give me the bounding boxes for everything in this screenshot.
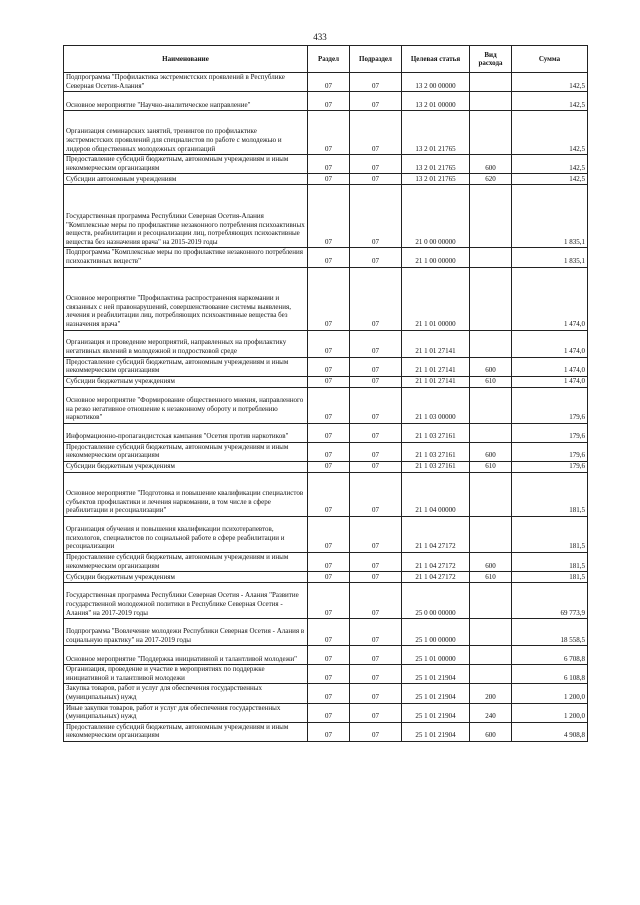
header-subsection: Подраздел bbox=[350, 46, 402, 73]
row-name: Предоставление субсидий бюджетным, автономным учреждениям и иным некоммерческим организациям bbox=[64, 442, 308, 461]
row-expense-type bbox=[470, 73, 512, 92]
row-subsection: 07 bbox=[350, 583, 402, 619]
header-expense-type: Вид расхода bbox=[470, 46, 512, 73]
row-section: 07 bbox=[308, 376, 350, 387]
row-subsection: 07 bbox=[350, 646, 402, 665]
row-sum: 18 558,5 bbox=[512, 619, 588, 646]
table-row bbox=[64, 722, 588, 741]
row-name: Информационно-пропагандистская кампания "Осетия против наркотиков" bbox=[64, 423, 308, 442]
row-expense-type bbox=[470, 583, 512, 619]
row-sum: 142,5 bbox=[512, 111, 588, 155]
row-target: 21 1 01 00000 bbox=[402, 267, 470, 330]
row-subsection: 07 bbox=[350, 703, 402, 722]
row-sum: 6 108,8 bbox=[512, 665, 588, 684]
row-subsection: 07 bbox=[350, 267, 402, 330]
row-name: Субсидии автономным учреждениям bbox=[64, 174, 308, 185]
row-sum: 179,6 bbox=[512, 461, 588, 472]
row-subsection: 07 bbox=[350, 472, 402, 516]
row-target: 21 1 01 27141 bbox=[402, 357, 470, 376]
row-subsection: 07 bbox=[350, 92, 402, 111]
row-section: 07 bbox=[308, 442, 350, 461]
row-subsection: 07 bbox=[350, 572, 402, 583]
row-name: Иные закупки товаров, работ и услуг для обеспечения государственных (муниципальных) нужд bbox=[64, 703, 308, 722]
row-sum: 1 200,0 bbox=[512, 703, 588, 722]
header-target: Целевая статья bbox=[402, 46, 470, 73]
row-target: 21 1 00 00000 bbox=[402, 248, 470, 267]
row-name: Подпрограмма "Профилактика экстремистских проявлений в Республике Северная Осетия-Алания" bbox=[64, 73, 308, 92]
row-section: 07 bbox=[308, 461, 350, 472]
row-sum: 1 474,0 bbox=[512, 330, 588, 357]
row-name: Основное мероприятие "Подготовка и повышение квалификации специалистов субъектов профилактики и лечения наркомании, в том числе в сфере реабилитации и ресоциализации" bbox=[64, 472, 308, 516]
row-expense-type: 600 bbox=[470, 357, 512, 376]
table-row bbox=[64, 442, 588, 461]
table-row bbox=[64, 248, 588, 267]
row-sum: 1 200,0 bbox=[512, 684, 588, 703]
row-subsection: 07 bbox=[350, 619, 402, 646]
row-sum: 179,6 bbox=[512, 423, 588, 442]
row-subsection: 07 bbox=[350, 552, 402, 571]
row-expense-type: 600 bbox=[470, 552, 512, 571]
row-name: Организация обучения и повышения квалификации психотерапевтов, психологов, специалистов по социальной работе в сфере реабилитации и ресоциализации bbox=[64, 516, 308, 552]
row-expense-type bbox=[470, 111, 512, 155]
row-target: 21 1 03 27161 bbox=[402, 442, 470, 461]
row-target: 25 1 00 00000 bbox=[402, 619, 470, 646]
row-expense-type: 610 bbox=[470, 461, 512, 472]
row-sum: 1 835,1 bbox=[512, 248, 588, 267]
row-subsection: 07 bbox=[350, 665, 402, 684]
row-section: 07 bbox=[308, 516, 350, 552]
row-target: 21 0 00 00000 bbox=[402, 185, 470, 248]
table-row bbox=[64, 111, 588, 155]
header-section: Раздел bbox=[308, 46, 350, 73]
row-name: Основное мероприятие "Формирование общественного мнения, направленного на резко негативное отношение к незаконному обороту и потреблению наркотиков" bbox=[64, 387, 308, 423]
row-subsection: 07 bbox=[350, 516, 402, 552]
row-expense-type bbox=[470, 248, 512, 267]
table-row bbox=[64, 330, 588, 357]
row-sum: 1 474,0 bbox=[512, 267, 588, 330]
row-name: Подпрограмма "Комплексные меры по профилактике незаконного потребления психоактивных веществ" bbox=[64, 248, 308, 267]
row-name: Субсидии бюджетным учреждениям bbox=[64, 461, 308, 472]
row-name: Предоставление субсидий бюджетным, автономным учреждениям и иным некоммерческим организациям bbox=[64, 552, 308, 571]
row-expense-type: 200 bbox=[470, 684, 512, 703]
table-row bbox=[64, 572, 588, 583]
table-row bbox=[64, 267, 588, 330]
row-expense-type bbox=[470, 646, 512, 665]
row-subsection: 07 bbox=[350, 357, 402, 376]
table-row bbox=[64, 174, 588, 185]
row-target: 21 1 03 00000 bbox=[402, 387, 470, 423]
row-expense-type: 620 bbox=[470, 174, 512, 185]
table-row bbox=[64, 423, 588, 442]
row-section: 07 bbox=[308, 472, 350, 516]
table-body bbox=[64, 73, 588, 742]
row-expense-type bbox=[470, 185, 512, 248]
row-name: Основное мероприятие "Поддержка инициативной и талантливой молодежи" bbox=[64, 646, 308, 665]
budget-table bbox=[63, 45, 588, 742]
row-sum: 142,5 bbox=[512, 92, 588, 111]
row-target: 21 1 03 27161 bbox=[402, 423, 470, 442]
row-target: 25 0 00 00000 bbox=[402, 583, 470, 619]
row-subsection: 07 bbox=[350, 174, 402, 185]
table-header-row bbox=[64, 46, 588, 73]
row-target: 21 1 04 00000 bbox=[402, 472, 470, 516]
row-name: Субсидии бюджетным учреждениям bbox=[64, 572, 308, 583]
row-sum: 181,5 bbox=[512, 516, 588, 552]
row-name: Организация, проведение и участие в мероприятиях по поддержке инициативной и талантливой молодежи bbox=[64, 665, 308, 684]
row-subsection: 07 bbox=[350, 442, 402, 461]
row-target: 13 2 01 21765 bbox=[402, 174, 470, 185]
row-sum: 142,5 bbox=[512, 174, 588, 185]
row-name: Предоставление субсидий бюджетным, автономным учреждениям и иным некоммерческим организациям bbox=[64, 722, 308, 741]
row-sum: 181,5 bbox=[512, 472, 588, 516]
table-row bbox=[64, 472, 588, 516]
row-sum: 4 908,8 bbox=[512, 722, 588, 741]
row-expense-type: 610 bbox=[470, 572, 512, 583]
row-section: 07 bbox=[308, 330, 350, 357]
row-name: Организация семинарских занятий, тренингов по профилактике экстремистских проявлений для специалистов по работе с молодежью и лидеров общественных молодежных организаций bbox=[64, 111, 308, 155]
row-target: 25 1 01 21904 bbox=[402, 665, 470, 684]
row-sum: 142,5 bbox=[512, 155, 588, 174]
row-sum: 179,6 bbox=[512, 442, 588, 461]
row-name: Основное мероприятие "Профилактика распространения наркомании и связанных с ней правонарушений, совершенствование системы выявления, лечения и реабилитации лиц, потребляющих психоактивные вещества без назначения врача" bbox=[64, 267, 308, 330]
row-subsection: 07 bbox=[350, 376, 402, 387]
row-subsection: 07 bbox=[350, 111, 402, 155]
row-expense-type: 600 bbox=[470, 155, 512, 174]
table-row bbox=[64, 92, 588, 111]
row-target: 13 2 01 21765 bbox=[402, 111, 470, 155]
row-section: 07 bbox=[308, 572, 350, 583]
row-sum: 69 773,9 bbox=[512, 583, 588, 619]
row-name: Государственная программа Республики Северная Осетия-Алания "Комплексные меры по профилактике незаконного потребления психоактивных веществ, реабилитации и ресоциализации лиц, потребляющих психоактивные вещества без назначения врача" на 2015-2019 годы bbox=[64, 185, 308, 248]
row-sum: 6 708,8 bbox=[512, 646, 588, 665]
row-section: 07 bbox=[308, 92, 350, 111]
row-subsection: 07 bbox=[350, 73, 402, 92]
row-expense-type bbox=[470, 387, 512, 423]
row-section: 07 bbox=[308, 185, 350, 248]
row-sum: 1 474,0 bbox=[512, 357, 588, 376]
row-expense-type: 600 bbox=[470, 722, 512, 741]
row-name: Основное мероприятие "Научно-аналитическое направление" bbox=[64, 92, 308, 111]
row-expense-type bbox=[470, 330, 512, 357]
row-section: 07 bbox=[308, 357, 350, 376]
row-name: Закупка товаров, работ и услуг для обеспечения государственных (муниципальных) нужд bbox=[64, 684, 308, 703]
table-row bbox=[64, 703, 588, 722]
row-name: Подпрограмма "Вовлечение молодежи Республики Северная Осетия - Алания в социальную практику" на 2017-2019 годы bbox=[64, 619, 308, 646]
header-sum: Сумма bbox=[512, 46, 588, 73]
row-subsection: 07 bbox=[350, 461, 402, 472]
row-expense-type bbox=[470, 472, 512, 516]
table-row bbox=[64, 461, 588, 472]
row-expense-type bbox=[470, 665, 512, 684]
row-subsection: 07 bbox=[350, 387, 402, 423]
row-sum: 142,5 bbox=[512, 73, 588, 92]
row-section: 07 bbox=[308, 552, 350, 571]
row-expense-type: 600 bbox=[470, 442, 512, 461]
row-target: 21 1 04 27172 bbox=[402, 516, 470, 552]
row-target: 25 1 01 21904 bbox=[402, 684, 470, 703]
row-name: Организация и проведение мероприятий, направленных на профилактику негативных явлений в молодежной и подростковой среде bbox=[64, 330, 308, 357]
row-expense-type bbox=[470, 92, 512, 111]
row-section: 07 bbox=[308, 73, 350, 92]
table-row bbox=[64, 684, 588, 703]
header-name: Наименование bbox=[64, 46, 308, 73]
row-section: 07 bbox=[308, 423, 350, 442]
row-subsection: 07 bbox=[350, 423, 402, 442]
row-sum: 1 474,0 bbox=[512, 376, 588, 387]
row-target: 21 1 03 27161 bbox=[402, 461, 470, 472]
table-row bbox=[64, 357, 588, 376]
row-name: Предоставление субсидий бюджетным, автономным учреждениям и иным некоммерческим организациям bbox=[64, 357, 308, 376]
row-expense-type: 240 bbox=[470, 703, 512, 722]
row-expense-type bbox=[470, 516, 512, 552]
row-subsection: 07 bbox=[350, 185, 402, 248]
row-sum: 179,6 bbox=[512, 387, 588, 423]
row-subsection: 07 bbox=[350, 248, 402, 267]
row-section: 07 bbox=[308, 155, 350, 174]
table-row bbox=[64, 73, 588, 92]
row-target: 21 1 04 27172 bbox=[402, 552, 470, 571]
table-row bbox=[64, 552, 588, 571]
row-target: 21 1 01 27141 bbox=[402, 330, 470, 357]
table-row bbox=[64, 619, 588, 646]
row-target: 25 1 01 00000 bbox=[402, 646, 470, 665]
row-target: 21 1 01 27141 bbox=[402, 376, 470, 387]
table-row bbox=[64, 583, 588, 619]
row-section: 07 bbox=[308, 646, 350, 665]
row-target: 13 2 00 00000 bbox=[402, 73, 470, 92]
row-subsection: 07 bbox=[350, 330, 402, 357]
row-section: 07 bbox=[308, 387, 350, 423]
row-subsection: 07 bbox=[350, 722, 402, 741]
row-section: 07 bbox=[308, 583, 350, 619]
row-subsection: 07 bbox=[350, 155, 402, 174]
row-sum: 181,5 bbox=[512, 572, 588, 583]
row-section: 07 bbox=[308, 703, 350, 722]
row-sum: 181,5 bbox=[512, 552, 588, 571]
row-name: Предоставление субсидий бюджетным, автономным учреждениям и иным некоммерческим организациям bbox=[64, 155, 308, 174]
row-section: 07 bbox=[308, 111, 350, 155]
row-target: 25 1 01 21904 bbox=[402, 703, 470, 722]
row-section: 07 bbox=[308, 722, 350, 741]
table-row bbox=[64, 376, 588, 387]
row-expense-type bbox=[470, 267, 512, 330]
row-section: 07 bbox=[308, 248, 350, 267]
table-row bbox=[64, 387, 588, 423]
row-expense-type bbox=[470, 423, 512, 442]
row-target: 13 2 01 00000 bbox=[402, 92, 470, 111]
row-name: Субсидии бюджетным учреждениям bbox=[64, 376, 308, 387]
row-section: 07 bbox=[308, 174, 350, 185]
row-target: 25 1 01 21904 bbox=[402, 722, 470, 741]
row-sum: 1 835,1 bbox=[512, 185, 588, 248]
table-row bbox=[64, 665, 588, 684]
table-row bbox=[64, 185, 588, 248]
row-target: 21 1 04 27172 bbox=[402, 572, 470, 583]
table-row bbox=[64, 516, 588, 552]
row-expense-type bbox=[470, 619, 512, 646]
row-section: 07 bbox=[308, 619, 350, 646]
row-section: 07 bbox=[308, 267, 350, 330]
row-section: 07 bbox=[308, 684, 350, 703]
row-section: 07 bbox=[308, 665, 350, 684]
row-subsection: 07 bbox=[350, 684, 402, 703]
row-name: Государственная программа Республики Северная Осетия - Алания "Развитие государственной молодежной политики в Республике Северная Осетия - Алания" на 2017-2019 годы bbox=[64, 583, 308, 619]
row-target: 13 2 01 21765 bbox=[402, 155, 470, 174]
page-number: 433 bbox=[313, 32, 327, 42]
row-expense-type: 610 bbox=[470, 376, 512, 387]
table-row bbox=[64, 155, 588, 174]
table-row bbox=[64, 646, 588, 665]
